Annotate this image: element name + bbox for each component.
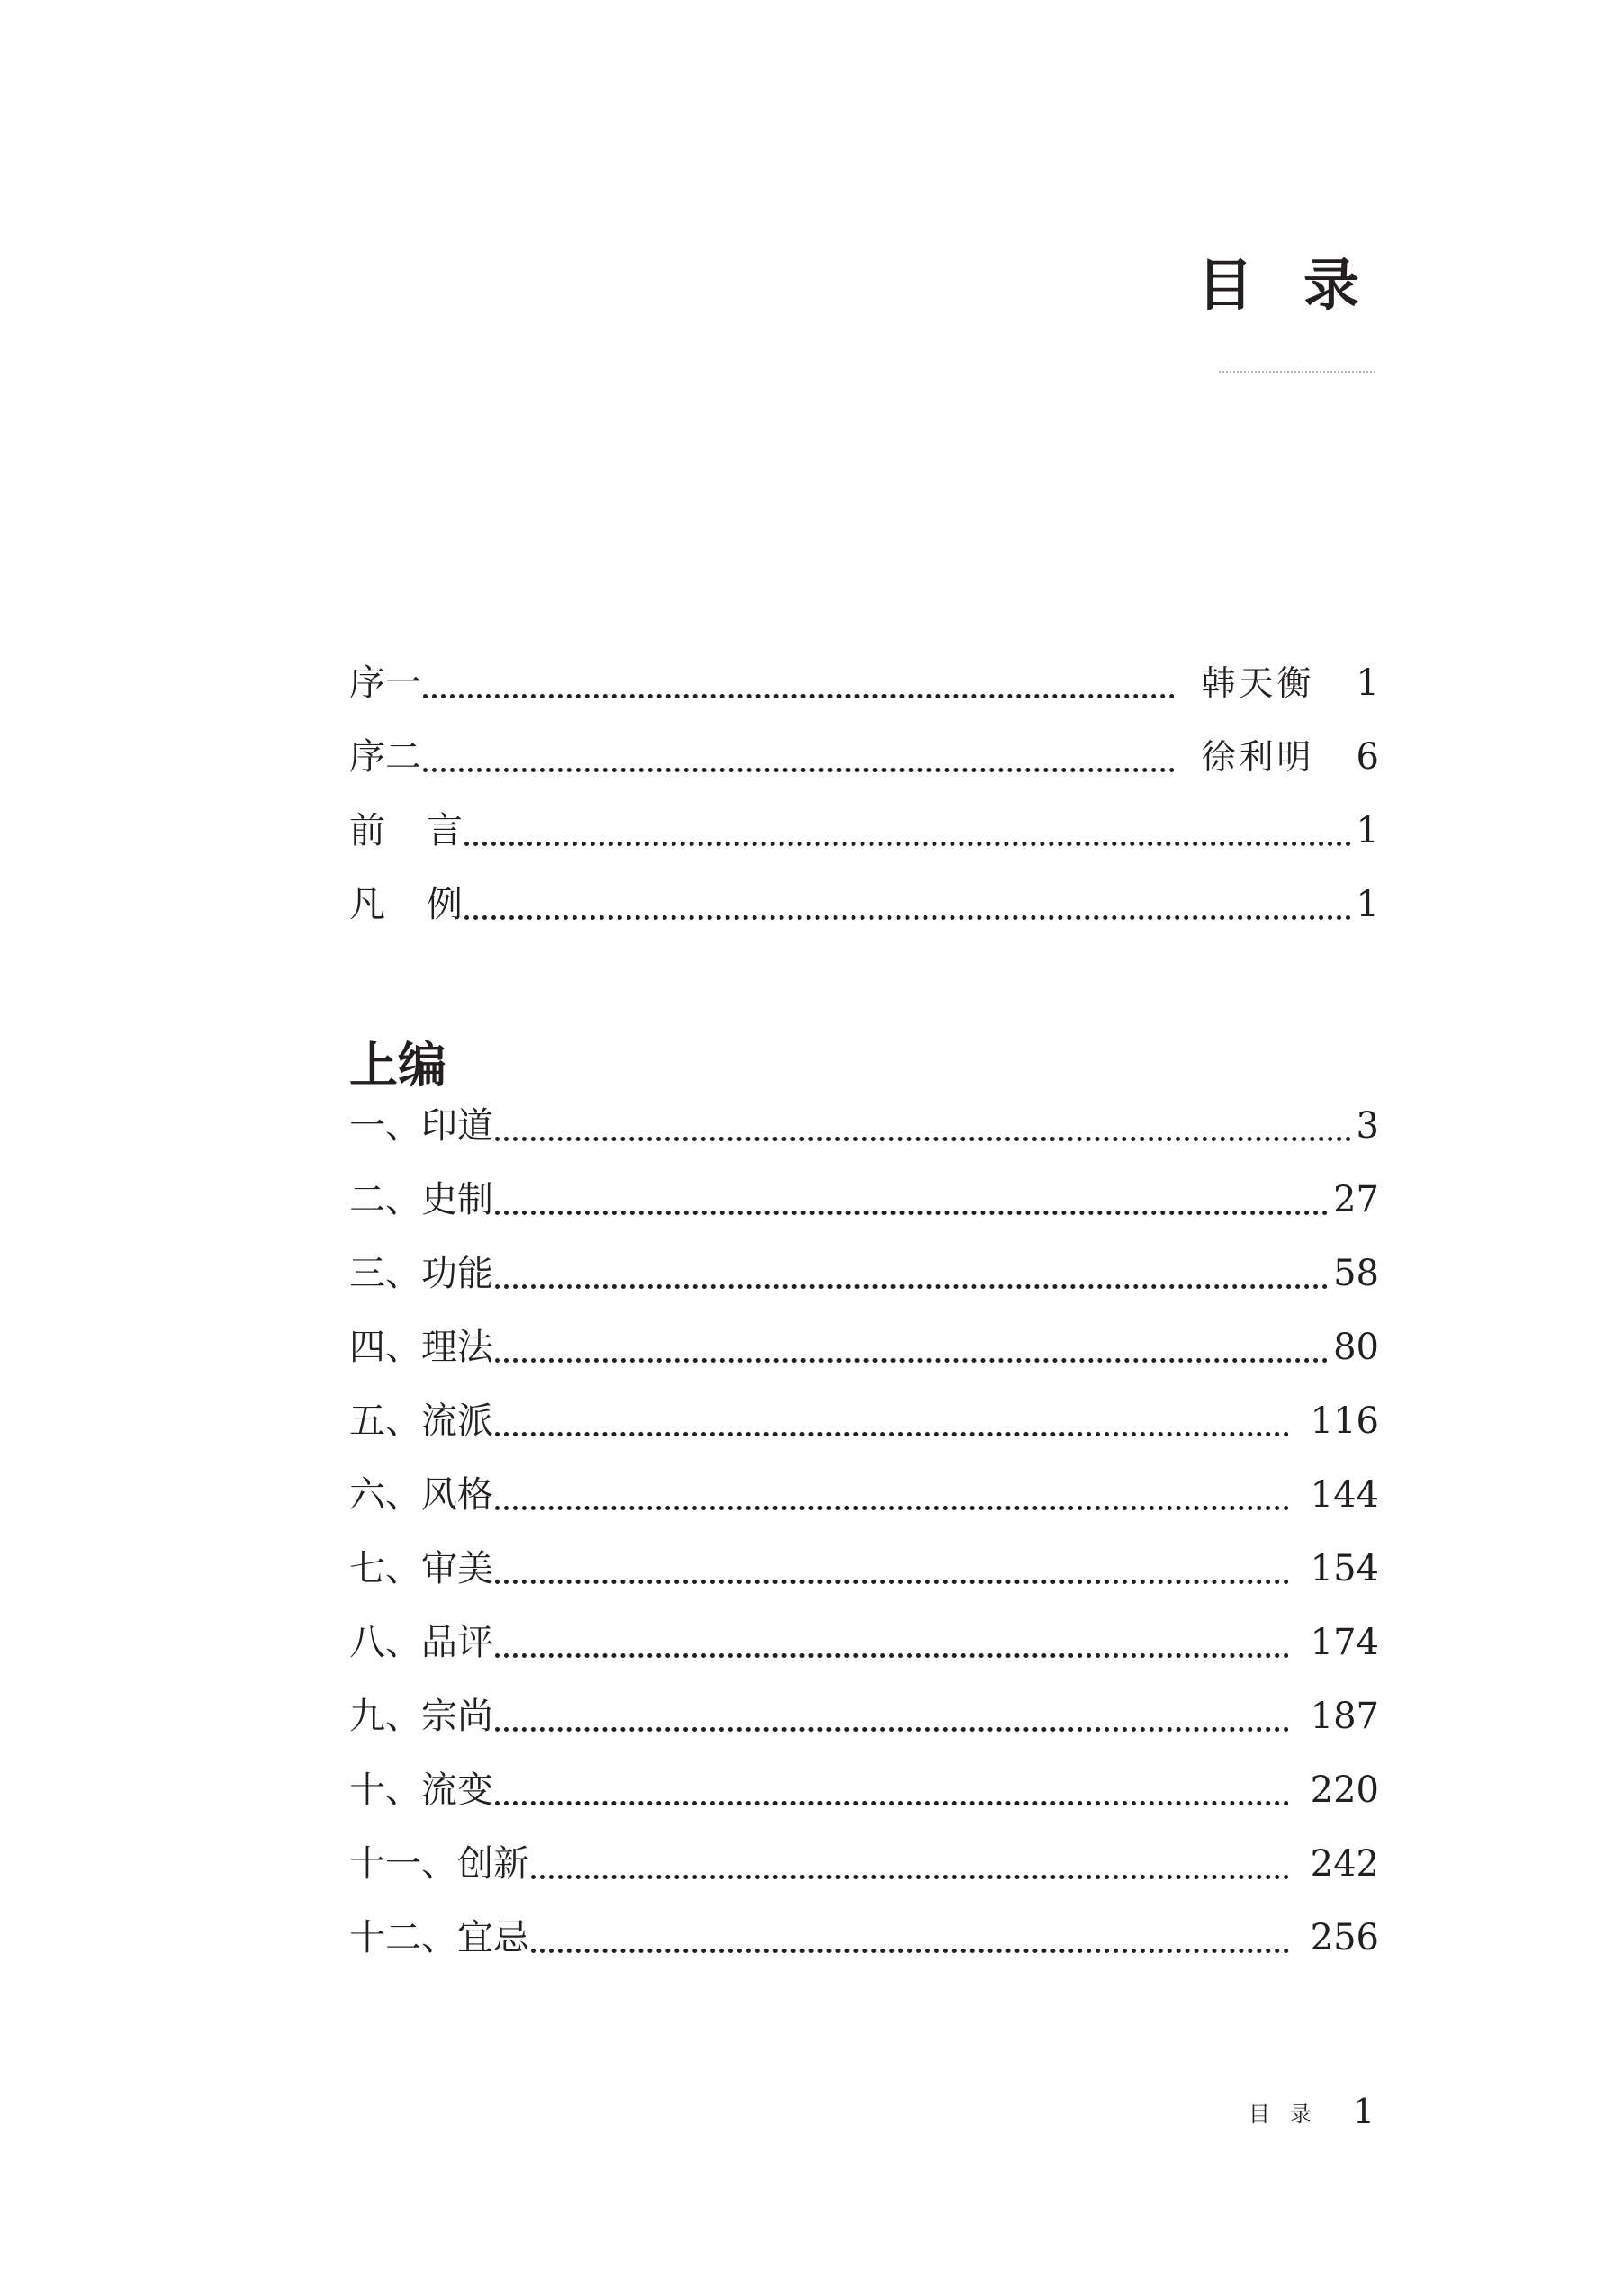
toc-entry-page: 187 <box>1310 1696 1379 1737</box>
toc-entry-page: 116 <box>1310 1400 1379 1442</box>
toc-entry-chapter-10[interactable] <box>349 1763 1379 1817</box>
section-heading: 上编 <box>349 1036 446 1094</box>
toc-entry-label: 一、印道 <box>349 1105 493 1147</box>
toc-entry-page: 1 <box>1356 810 1379 851</box>
toc-entry-label: 七、审美 <box>349 1548 493 1589</box>
toc-entry-preface-2[interactable] <box>349 730 1379 784</box>
toc-entry-foreword[interactable] <box>349 804 1379 858</box>
page-title: 目录 <box>1197 252 1411 318</box>
toc-entry-chapter-8[interactable] <box>349 1616 1379 1670</box>
toc-entry-page: 220 <box>1310 1769 1379 1811</box>
running-footer-title: 目录 <box>1248 2101 1331 2127</box>
toc-leader-dots <box>531 1875 1289 1879</box>
toc-entry-page: 80 <box>1333 1327 1379 1368</box>
toc-entry-chapter-7[interactable] <box>349 1542 1379 1596</box>
toc-entry-label: 九、宗尚 <box>349 1696 493 1737</box>
toc-entry-page: 242 <box>1310 1843 1379 1885</box>
toc-leader-dots <box>531 1949 1289 1953</box>
toc-leader-dots <box>423 694 1175 698</box>
toc-leader-dots <box>464 842 1351 846</box>
toc-entry-label: 六、风格 <box>349 1474 493 1516</box>
toc-leader-dots <box>495 1653 1289 1658</box>
toc-leader-dots <box>464 915 1351 920</box>
toc-leader-dots <box>495 1284 1328 1289</box>
toc-entry-chapter-11[interactable] <box>349 1837 1379 1891</box>
toc-entry-chapter-12[interactable] <box>349 1911 1379 1965</box>
toc-entry-chapter-2[interactable] <box>349 1173 1379 1227</box>
toc-entry-label: 十一、创新 <box>349 1843 529 1885</box>
toc-entry-page: 144 <box>1310 1474 1379 1516</box>
toc-entry-label: 序二 <box>349 736 421 778</box>
toc-entry-page: 154 <box>1310 1548 1379 1589</box>
toc-entry-author: 韩天衡 <box>1201 663 1315 703</box>
page-number: 1 <box>1352 2092 1375 2131</box>
toc-entry-conventions[interactable] <box>349 878 1379 932</box>
toc-entry-chapter-3[interactable] <box>349 1247 1379 1301</box>
toc-entry-page: 1 <box>1356 662 1379 704</box>
toc-leader-dots <box>423 768 1175 772</box>
toc-entry-page: 3 <box>1356 1105 1379 1147</box>
toc-entry-page: 27 <box>1333 1179 1379 1220</box>
page-footer <box>1249 2084 1375 2138</box>
toc-entry-label: 五、流派 <box>349 1400 493 1442</box>
toc-leader-dots <box>495 1580 1289 1584</box>
toc-entry-chapter-1[interactable] <box>349 1099 1379 1153</box>
toc-entry-label: 四、理法 <box>349 1327 493 1368</box>
toc-leader-dots <box>495 1801 1289 1805</box>
toc-leader-dots <box>495 1506 1289 1510</box>
toc-entry-label: 八、品评 <box>349 1622 493 1663</box>
toc-entry-label: 前言 <box>349 810 504 851</box>
toc-entry-label: 十二、宜忌 <box>349 1917 529 1958</box>
toc-leader-dots <box>495 1727 1289 1732</box>
toc-entry-chapter-5[interactable] <box>349 1394 1379 1448</box>
toc-entry-chapter-6[interactable] <box>349 1468 1379 1522</box>
toc-entry-page: 6 <box>1356 736 1379 778</box>
toc-entry-page: 1 <box>1356 884 1379 925</box>
toc-entry-label: 二、史制 <box>349 1179 493 1220</box>
toc-entry-label: 十、流变 <box>349 1769 493 1811</box>
toc-leader-dots <box>495 1358 1328 1363</box>
toc-entry-label: 序一 <box>349 662 421 704</box>
toc-leader-dots <box>495 1211 1328 1215</box>
toc-leader-dots <box>495 1137 1351 1141</box>
toc-leader-dots <box>495 1432 1289 1436</box>
toc-entry-page: 174 <box>1310 1622 1379 1663</box>
toc-entry-preface-1[interactable] <box>349 656 1379 710</box>
toc-entry-page: 256 <box>1310 1917 1379 1958</box>
toc-entry-label: 凡例 <box>349 884 504 925</box>
toc-entry-chapter-4[interactable] <box>349 1320 1379 1374</box>
toc-entry-label: 三、功能 <box>349 1253 493 1294</box>
toc-entry-page: 58 <box>1333 1253 1379 1294</box>
toc-entry-author: 徐利明 <box>1201 737 1315 777</box>
toc-entry-chapter-9[interactable] <box>349 1689 1379 1743</box>
title-underline <box>1219 371 1375 373</box>
